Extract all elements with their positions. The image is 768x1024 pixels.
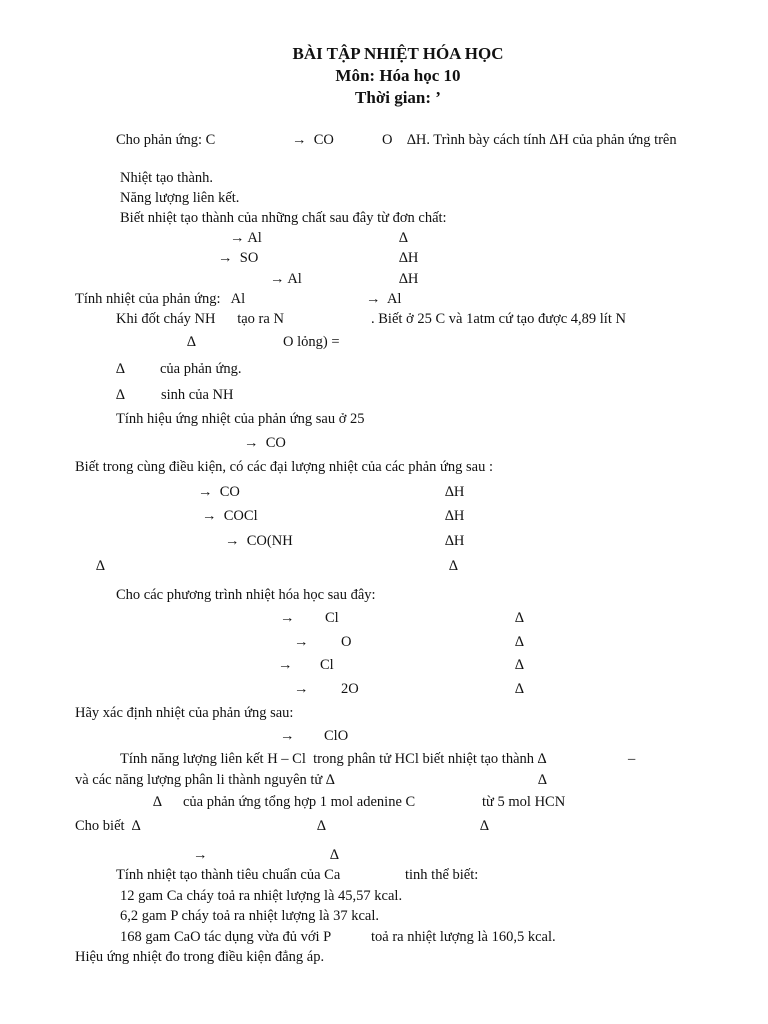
exercise-7-text: của phản ứng tổng hợp 1 mol adenine C — [183, 794, 416, 810]
reaction-product: Cl — [320, 657, 334, 673]
delta-symbol: ∆ — [449, 558, 458, 574]
exercise-6-text: Tính năng lượng liên kết H – Cl trong phân tử HCl biết nhiệt tạo thành ∆ — [120, 751, 547, 767]
data-line-2: 6,2 gam P cháy toả ra nhiệt lượng là 37 kcal. — [120, 908, 380, 924]
exercise-3-text-cont: . Biết ở 25 C và 1atm cứ tạo được 4,89 lít N — [371, 311, 626, 327]
delta-h: ∆H — [445, 508, 465, 524]
reaction-line: → COCl — [202, 508, 258, 524]
exercise-4-given: Biết trong cùng điều kiện, có các đại lượng nhiệt của các phản ứng sau : — [75, 459, 493, 475]
exercise-8-text: Tính nhiệt tạo thành tiêu chuẩn của Ca — [116, 867, 341, 883]
time-line: Thời gian: ’ — [355, 88, 441, 107]
delta-symbol: ∆ — [187, 334, 196, 350]
delta-symbol: ∆ — [153, 794, 162, 810]
subject-line: Môn: Hóa học 10 — [335, 66, 461, 85]
reaction-arrow: → — [280, 728, 295, 744]
exercise-2-text: Biết nhiệt tạo thành của những chất sau đây từ đơn chất: — [120, 210, 447, 226]
delta-symbol: ∆ — [96, 558, 105, 574]
delta-symbol: ∆ — [515, 610, 524, 626]
reaction-product: ClO — [324, 728, 349, 744]
reaction-line: → SO — [218, 250, 259, 266]
delta-symbol: ∆ — [399, 230, 408, 246]
question-a: của phản ứng. — [160, 361, 242, 377]
reaction-arrow: → — [278, 657, 293, 673]
exercise-1-text: Cho phản ứng: C — [116, 132, 216, 148]
option-b: Năng lượng liên kết. — [120, 190, 240, 206]
exercise-1-arrow: → CO — [292, 132, 334, 148]
delta-symbol: ∆ — [317, 818, 326, 834]
exercise-7-given: Cho biết ∆ — [75, 818, 141, 834]
delta-h: ∆H — [399, 271, 419, 287]
data-line-3-cont: toả ra nhiệt lượng là 160,5 kcal. — [371, 929, 556, 945]
option-a: Nhiệt tạo thành. — [120, 170, 214, 186]
delta-symbol: ∆ — [538, 772, 547, 788]
exercise-4-text: Tính hiệu ứng nhiệt của phản ứng sau ở 25 — [116, 411, 365, 427]
exercise-8-text-cont: tinh thể biết: — [405, 867, 479, 883]
dash-symbol: – — [628, 751, 636, 767]
reaction-line: → Al — [230, 230, 262, 246]
delta-h: ∆H — [445, 533, 465, 549]
reaction-product: 2O — [341, 681, 359, 697]
reaction-line: → CO(NH — [225, 533, 293, 549]
data-line-3: 168 gam CaO tác dụng vừa đủ với P — [120, 929, 332, 945]
data-line-1: 12 gam Ca cháy toả ra nhiệt lượng là 45,57 kcal. — [120, 888, 403, 904]
reaction-arrow: → — [294, 634, 309, 650]
delta-h: ∆H — [445, 484, 465, 500]
delta-h: ∆H — [399, 250, 419, 266]
delta-symbol: ∆ — [515, 681, 524, 697]
reaction-arrow: → — [294, 681, 309, 697]
delta-symbol: ∆ — [116, 387, 125, 403]
reaction-line: → Al — [366, 291, 402, 307]
reaction-product: O — [341, 634, 352, 650]
exercise-1-rest: O ∆H. Trình bày cách tính ∆H của phản ứng trên — [382, 132, 677, 148]
exercise-2-question: Tính nhiệt của phản ứng: Al — [75, 291, 246, 307]
exercise-3-value: O lỏng) = — [283, 334, 340, 350]
delta-symbol: ∆ — [515, 634, 524, 650]
exercise-5-question: Hãy xác định nhiệt của phản ứng sau: — [75, 705, 294, 721]
exercise-3-text: Khi đốt cháy NH tạo ra N — [116, 311, 284, 327]
delta-symbol: ∆ — [116, 361, 125, 377]
reaction-line: → Al — [270, 271, 302, 287]
reaction-arrow: → — [193, 847, 208, 863]
delta-symbol: ∆ — [330, 847, 339, 863]
reaction-product: Cl — [325, 610, 339, 626]
note-line: Hiệu ứng nhiệt đo trong điều kiện đẳng áp. — [75, 949, 325, 965]
exercise-6-text-cont: và các năng lượng phân li thành nguyên tử ∆ — [75, 772, 335, 788]
exercise-7-text-cont: từ 5 mol HCN — [482, 794, 566, 810]
exercise-5-text: Cho các phương trình nhiệt hóa học sau đây: — [116, 587, 376, 603]
reaction-line: → CO — [244, 435, 286, 451]
question-b: sinh của NH — [161, 387, 234, 403]
delta-symbol: ∆ — [480, 818, 489, 834]
document-title: BÀI TẬP NHIỆT HÓA HỌC — [292, 44, 504, 63]
delta-symbol: ∆ — [515, 657, 524, 673]
reaction-line: → CO — [198, 484, 240, 500]
reaction-arrow: → — [280, 610, 295, 626]
